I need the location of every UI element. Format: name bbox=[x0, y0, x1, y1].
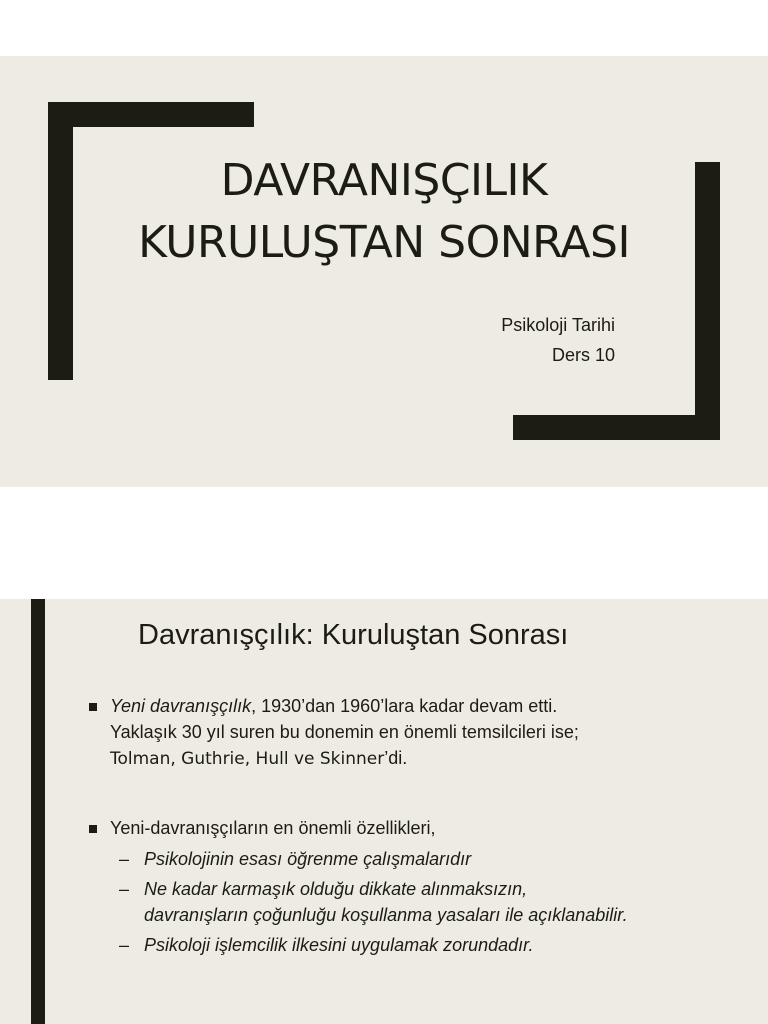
dash-bullet: – bbox=[119, 879, 130, 899]
left-accent-bar bbox=[31, 599, 45, 1024]
slide-title-line2: KURULUŞTAN SONRASI bbox=[138, 217, 630, 268]
subtitle-lesson: Ders 10 bbox=[551, 345, 615, 365]
bullet-item-1-italic-lead: Yeni davranışçılık bbox=[110, 696, 252, 716]
bullet-item-1-line3 bbox=[110, 745, 579, 772]
bullet-item-1-text bbox=[110, 693, 579, 772]
bullet-item-2-text: Yeni-davranışçıların en önemli özellikleri, bbox=[110, 818, 436, 838]
sub-item-3-text: Psikoloji işlemcilik ilkesini uygulamak zorundadır. bbox=[144, 935, 534, 955]
bullet-item-1-suffix: ’di. bbox=[384, 748, 408, 768]
slide-title bbox=[0, 150, 768, 274]
dash-bullet: – bbox=[119, 849, 130, 869]
sub-item-1 bbox=[119, 846, 471, 872]
bullet-item-1-names: Tolman, Guthrie, Hull ve Skinner bbox=[110, 749, 385, 769]
content-slide-title: Davranışçılık: Kuruluştan Sonrası bbox=[138, 619, 569, 651]
frame-top-horizontal-bar bbox=[48, 102, 254, 127]
bullet-item-2 bbox=[89, 815, 436, 841]
square-bullet-icon bbox=[89, 825, 97, 833]
square-bullet-icon bbox=[89, 703, 97, 711]
frame-bottom-horizontal-bar bbox=[513, 415, 720, 440]
sub-item-3 bbox=[119, 932, 533, 958]
dash-bullet: – bbox=[119, 935, 130, 955]
bullet-item-1-line1 bbox=[110, 693, 579, 719]
sub-item-1-text: Psikolojinin esası öğrenme çalışmalarıdır bbox=[144, 849, 472, 869]
bullet-item-1-line1-rest: , 1930’dan 1960’lara kadar devam etti. bbox=[251, 696, 558, 716]
content-slide bbox=[0, 599, 768, 1024]
sub-item-2 bbox=[119, 876, 628, 928]
sub-item-2-line1: Ne kadar karmaşık olduğu dikkate alınmaksızın, bbox=[144, 879, 528, 899]
title-slide bbox=[0, 56, 768, 487]
sub-item-2-line2: davranışların çoğunluğu koşullanma yasaları ile açıklanabilir. bbox=[144, 905, 628, 925]
slide-title-line1: DAVRANIŞÇILIK bbox=[220, 155, 548, 206]
bullet-item-1 bbox=[89, 693, 579, 772]
subtitle-course: Psikoloji Tarihi bbox=[501, 315, 615, 335]
slide-subtitle bbox=[501, 310, 615, 370]
bullet-item-1-line2: Yaklaşık 30 yıl suren bu donemin en önemli temsilcileri ise; bbox=[110, 722, 579, 742]
